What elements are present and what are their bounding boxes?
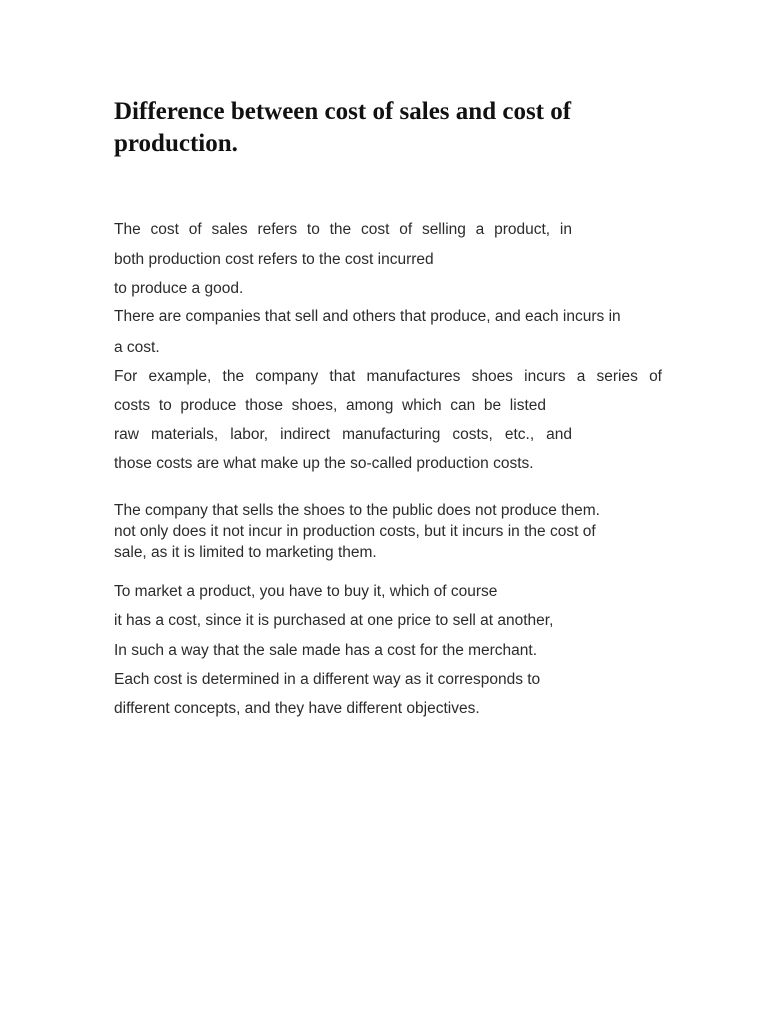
text-line: To market a product, you have to buy it, which of course [114,583,498,600]
document-title: Difference between cost of sales and cost of production. [114,98,572,157]
text-line: For example, the company that manufactures shoes incurs a series of [114,368,662,385]
text-line: both production cost refers to the cost incurred [114,251,434,268]
text-line: to produce a good. [114,280,244,297]
text-line: There are companies that sell and others that produce, and each incurs in [114,308,621,325]
text-line: it has a cost, since it is purchased at one price to sell at another, [114,612,554,629]
text-line: Each cost is determined in a different way as it corresponds to [114,671,541,688]
text-line: different concepts, and they have different objectives. [114,700,480,717]
text-line: The cost of sales refers to the cost of selling a product, in [114,221,572,238]
text-line: those costs are what make up the so-called production costs. [114,455,534,472]
text-line: costs to produce those shoes, among which can be listed [114,397,546,414]
text-line: sale, as it is limited to marketing them. [114,544,377,561]
text-line: raw materials, labor, indirect manufacturing costs, etc., and [114,426,572,443]
text-line: In such a way that the sale made has a cost for the merchant. [114,642,538,659]
text-line: a cost. [114,339,160,356]
text-line: not only does it not incur in production costs, but it incurs in the cost of [114,523,596,540]
text-line: The company that sells the shoes to the public does not produce them. [114,502,600,519]
